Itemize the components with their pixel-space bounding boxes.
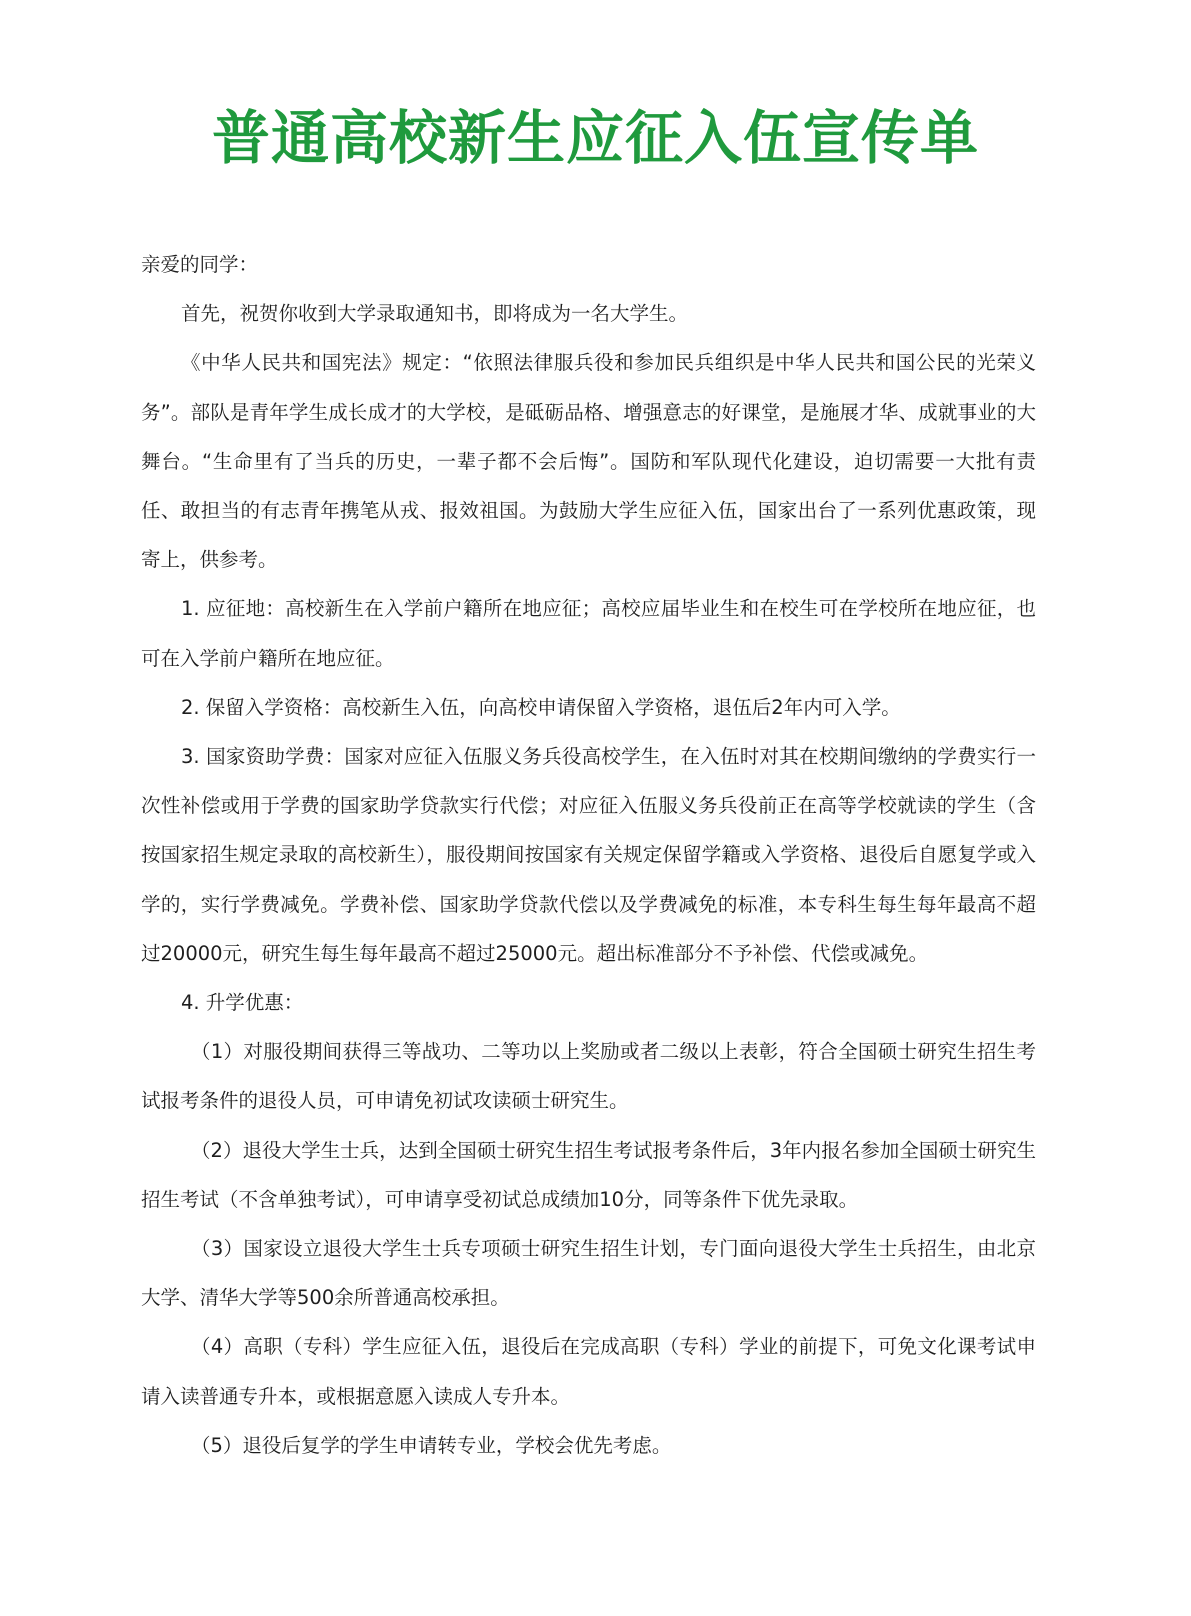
policy-subitem-3: （3）国家设立退役大学生士兵专项硕士研究生招生计划，专门面向退役大学生士兵招生，由北京大学、清华大学等500余所普通高校承担。 <box>141 1237 1036 1310</box>
policy-subitem-2: （2）退役大学生士兵，达到全国硕士研究生招生考试报考条件后，3年内报名参加全国硕士研究生招生考试（不含单独考试），可申请享受初试总成绩加10分，同等条件下优先录取。 <box>141 1138 1036 1211</box>
policy-subitem-1: （1）对服役期间获得三等战功、二等功以上奖励或者二级以上表彰，符合全国硕士研究生招生考试报考条件的退役人员，可申请免初试攻读硕士研究生。 <box>141 1040 1036 1113</box>
policy-subitem-4: （4）高职（专科）学生应征入伍，退役后在完成高职（专科）学业的前提下，可免文化课考试申请入读普通专升本，或根据意愿入读成人专升本。 <box>141 1335 1036 1408</box>
policy-subitem-5: （5）退役后复学的学生申请转专业，学校会优先考虑。 <box>191 1433 672 1457</box>
policy-item-3: 3. 国家资助学费：国家对应征入伍服义务兵役高校学生，在入伍时对其在校期间缴纳的学费实行一次性补偿或用于学费的国家助学贷款实行代偿；对应征入伍服义务兵役前正在高等学校就读的学生（含按国家招生规定录取的高校新生），服役期间按国家有关规定保留学籍或入学资格、退役后自愿复学或入学的，实行学费减免。学费补偿、国家助学贷款代偿以及学费减免的标准，本专科生每生每年最高不超过20000元，研究生每生每年最高不超过25000元。超出标准部分不予补偿、代偿或减免。 <box>141 745 1036 965</box>
paragraph-congrats: 首先，祝贺你收到大学录取通知书，即将成为一名大学生。 <box>181 302 689 326</box>
policy-item-2: 2. 保留入学资格：高校新生入伍，向高校申请保留入学资格，退伍后2年内可入学。 <box>181 695 901 719</box>
page-title: 普通高校新生应征入伍宣传单 <box>211 104 979 172</box>
policy-item-1: 1. 应征地：高校新生在入学前户籍所在地应征；高校应届毕业生和在校生可在学校所在地应征，也可在入学前户籍所在地应征。 <box>141 597 1036 670</box>
paragraph-intro: 《中华人民共和国宪法》规定：“依照法律服兵役和参加民兵组织是中华人民共和国公民的光荣义务”。部队是青年学生成长成才的大学校，是砥砺品格、增强意志的好课堂，是施展才华、成就事业的大舞台。“生命里有了当兵的历史，一辈子都不会后悔”。国防和军队现代化建设，迫切需要一大批有责任、敢担当的有志青年携笔从戎、报效祖国。为鼓励大学生应征入伍，国家出台了一系列优惠政策，现寄上，供参考。 <box>141 351 1036 572</box>
document-body <box>141 240 1036 1470</box>
policy-item-4: 4. 升学优惠： <box>181 991 304 1015</box>
greeting: 亲爱的同学： <box>141 253 259 276</box>
